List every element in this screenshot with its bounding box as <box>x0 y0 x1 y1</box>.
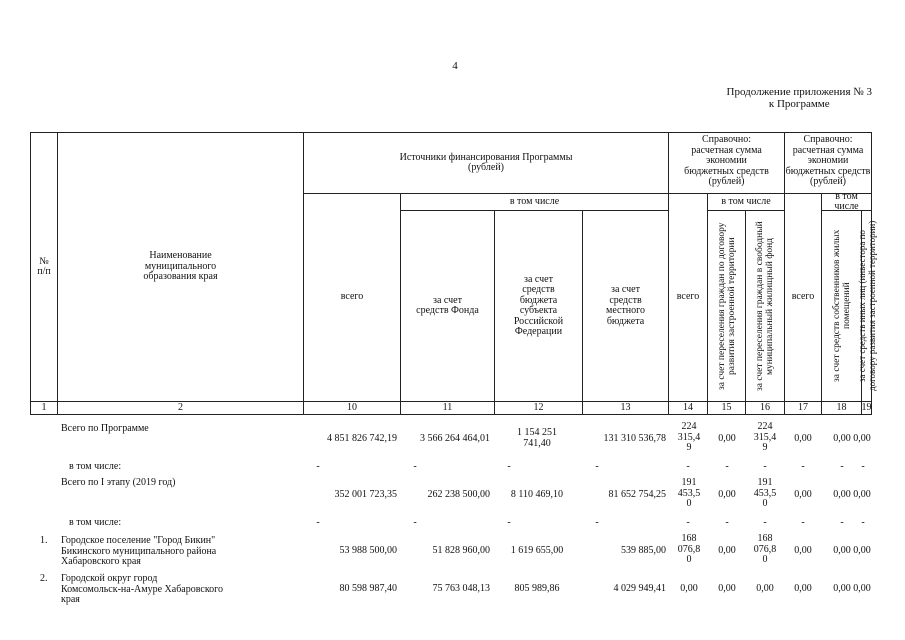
cell-col-13: 539 885,00 <box>621 545 666 556</box>
col-number: 17 <box>784 401 822 415</box>
header-reference-2: Справочно: расчетная сумма экономии бюджетных средств (рублей) <box>784 132 872 194</box>
cell-dash: - <box>413 517 417 528</box>
table-header <box>30 132 877 414</box>
cell-col-11: 3 566 264 464,01 <box>420 433 490 444</box>
col-number: 19 <box>861 401 872 415</box>
cell-col-13: 131 310 536,78 <box>603 433 666 444</box>
header-fund: за счет средств Фонда <box>400 210 495 402</box>
cell-dash: - <box>595 517 599 528</box>
header-reference-1: Справочно: расчетная сумма экономии бюджетных средств (рублей) <box>668 132 785 194</box>
cell-col-11: 75 763 048,13 <box>432 583 490 594</box>
header-total: всего <box>303 193 401 402</box>
col-number: 10 <box>303 401 401 415</box>
header-col-19: за счет средств иных лиц (инвестора по договору развития застроенной территории) <box>861 210 872 402</box>
row-label: в том числе: <box>69 461 122 472</box>
cell-col-19: 0,00 <box>853 583 871 594</box>
cell-col-15: 0,00 <box>718 583 736 594</box>
cell-dash: - <box>316 461 320 472</box>
header-name: Наименование муниципального образования края <box>57 132 304 402</box>
cell-dash: - <box>861 517 865 528</box>
cell-col-19: 0,00 <box>853 433 871 444</box>
header-local-budget: за счет средств местного бюджета <box>582 210 669 402</box>
page-number: 4 <box>452 60 458 72</box>
row-label: Всего по Программе <box>61 423 149 434</box>
cell-col-14: 191 453,5 0 <box>677 477 701 509</box>
header-total-2: всего <box>668 193 708 402</box>
cell-col-10: 4 851 826 742,19 <box>327 433 397 444</box>
header-col-18: за счет средств собственников жилых помещений <box>821 210 862 402</box>
cell-col-15: 0,00 <box>718 545 736 556</box>
header-num: № п/п <box>30 132 58 402</box>
col-number: 16 <box>745 401 785 415</box>
appendix-note <box>727 86 872 110</box>
cell-dash: - <box>725 517 729 528</box>
row-number: 1. <box>40 535 48 546</box>
cell-dash: - <box>595 461 599 472</box>
header-including-3: в том числе <box>821 193 872 211</box>
col-number: 15 <box>707 401 746 415</box>
cell-col-12: 1 154 251 741,40 <box>517 427 557 449</box>
cell-col-14: 168 076,8 0 <box>677 533 701 565</box>
cell-col-15: 0,00 <box>718 433 736 444</box>
cell-col-17: 0,00 <box>794 433 812 444</box>
cell-dash: - <box>763 517 767 528</box>
header-including-2: в том числе <box>707 193 785 211</box>
cell-col-19: 0,00 <box>853 489 871 500</box>
header-col-15: за счет переселения граждан по договору развития застроенной территории <box>707 210 746 402</box>
col-number: 12 <box>494 401 583 415</box>
row-label: в том числе: <box>69 517 122 528</box>
cell-col-13: 81 652 754,25 <box>608 489 666 500</box>
header-including: в том числе <box>400 193 669 211</box>
col-number: 18 <box>821 401 862 415</box>
cell-dash: - <box>316 517 320 528</box>
cell-dash: - <box>725 461 729 472</box>
col-number: 2 <box>57 401 304 415</box>
cell-dash: - <box>861 461 865 472</box>
cell-col-18: 0,00 <box>833 489 851 500</box>
cell-col-14: 224 315,4 9 <box>677 421 701 453</box>
cell-dash: - <box>840 461 844 472</box>
cell-col-11: 51 828 960,00 <box>432 545 490 556</box>
header-col-16: за счет переселения граждан в свободный муниципальный жилищный фонд <box>745 210 785 402</box>
cell-col-10: 53 988 500,00 <box>339 545 397 556</box>
cell-col-10: 352 001 723,35 <box>334 489 397 500</box>
cell-dash: - <box>413 461 417 472</box>
cell-col-11: 262 238 500,00 <box>427 489 490 500</box>
cell-col-16: 168 076,8 0 <box>753 533 777 565</box>
cell-col-15: 0,00 <box>718 489 736 500</box>
header-sources: Источники финансирования Программы (рублей) <box>303 132 669 194</box>
cell-dash: - <box>801 517 805 528</box>
col-number: 14 <box>668 401 708 415</box>
row-label: Городской округ город Комсомольск-на-Амуре Хабаровского края <box>61 573 224 605</box>
cell-dash: - <box>840 517 844 528</box>
row-label: Городское поселение "Город Бикин" Бикинского муниципального района Хабаровского края <box>61 535 217 567</box>
cell-col-19: 0,00 <box>853 545 871 556</box>
cell-col-16: 191 453,5 0 <box>753 477 777 509</box>
cell-col-14: 0,00 <box>680 583 698 594</box>
cell-dash: - <box>507 517 511 528</box>
cell-dash: - <box>801 461 805 472</box>
header-total-3: всего <box>784 193 822 402</box>
row-label: Всего по I этапу (2019 год) <box>61 477 176 488</box>
appendix-line-2: к Программе <box>768 98 830 110</box>
cell-col-17: 0,00 <box>794 545 812 556</box>
cell-col-17: 0,00 <box>794 583 812 594</box>
cell-col-18: 0,00 <box>833 545 851 556</box>
cell-col-12: 805 989,86 <box>514 583 560 594</box>
cell-col-18: 0,00 <box>833 583 851 594</box>
col-number: 11 <box>400 401 495 415</box>
cell-dash: - <box>686 517 690 528</box>
cell-dash: - <box>763 461 767 472</box>
cell-col-16: 0,00 <box>756 583 774 594</box>
cell-col-17: 0,00 <box>794 489 812 500</box>
cell-col-16: 224 315,4 9 <box>753 421 777 453</box>
cell-col-12: 8 110 469,10 <box>510 489 564 500</box>
row-number: 2. <box>40 573 48 584</box>
appendix-line-1: Продолжение приложения № 3 <box>726 86 872 98</box>
cell-col-10: 80 598 987,40 <box>339 583 397 594</box>
cell-col-13: 4 029 949,41 <box>613 583 666 594</box>
cell-dash: - <box>686 461 690 472</box>
cell-col-18: 0,00 <box>833 433 851 444</box>
cell-col-12: 1 619 655,00 <box>510 545 564 556</box>
col-number: 1 <box>30 401 58 415</box>
header-subject-budget: за счет средств бюджета субъекта Российской Федерации <box>494 210 583 402</box>
col-number: 13 <box>582 401 669 415</box>
cell-dash: - <box>507 461 511 472</box>
